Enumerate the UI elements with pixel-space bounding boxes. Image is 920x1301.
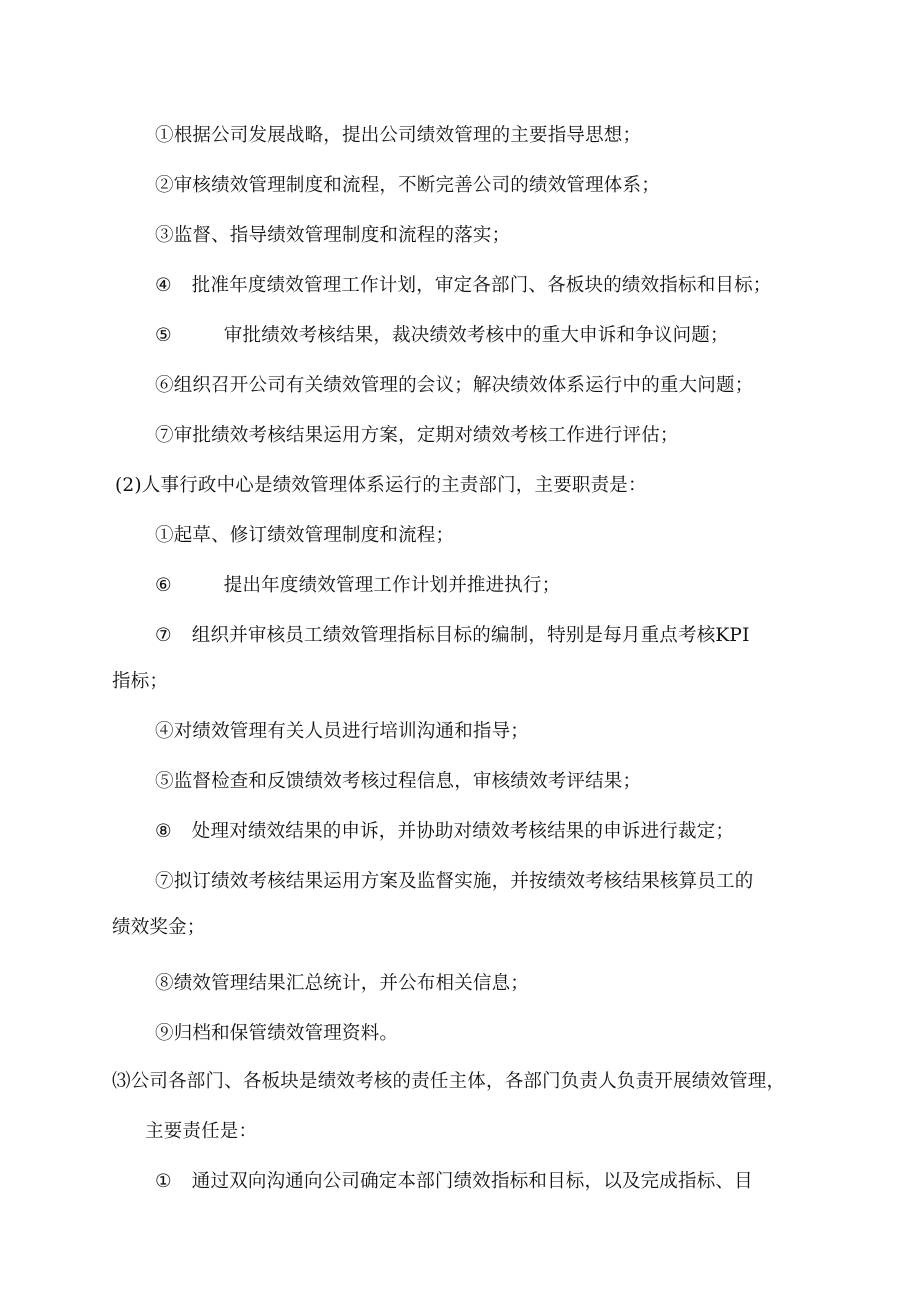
- text-line: ⑤监督检查和反馈绩效考核过程信息，审核绩效考评结果；: [155, 771, 642, 792]
- text-line: ⑦审批绩效考核结果运用方案，定期对绩效考核工作进行评估；: [155, 425, 679, 446]
- list-number: ⑦: [155, 625, 172, 646]
- text-line: 绩效奖金；: [112, 917, 206, 938]
- text-line: [155, 272, 772, 300]
- text-line: [155, 322, 729, 350]
- list-number: ①: [155, 1171, 172, 1192]
- text-line: ②审核绩效管理制度和流程，不断完善公司的绩效管理体系；: [155, 175, 660, 196]
- text-line: ④对绩效管理有关人员进行培训沟通和指导；: [155, 721, 530, 742]
- text-line: ⑧绩效管理结果汇总统计，并公布相关信息；: [155, 973, 530, 994]
- text-line: ①根据公司发展战略，提出公司绩效管理的主要指导思想；: [155, 125, 642, 146]
- section-heading: (2)人事行政中心是绩效管理体系运行的主责部门，主要职责是：: [115, 475, 647, 496]
- list-number: ④: [155, 275, 172, 296]
- text-line: ①起草、修订绩效管理制度和流程；: [155, 525, 455, 546]
- list-number: ⑤: [155, 325, 172, 346]
- text-line: 主要责任是：: [145, 1121, 258, 1142]
- text-line: ⑨归档和保管绩效管理资料。: [155, 1023, 399, 1044]
- list-number: ⑥: [155, 575, 172, 596]
- list-number: ⑧: [155, 821, 172, 842]
- text-line: [155, 622, 750, 650]
- list-text: 审批绩效考核结果，裁决绩效考核中的重大申诉和争议问题；: [223, 325, 729, 346]
- text-line: ③监督、指导绩效管理制度和流程的落实；: [155, 225, 511, 246]
- list-text: 批准年度绩效管理工作计划，审定各部门、各板块的绩效指标和目标；: [191, 275, 772, 296]
- list-text: 处理对绩效结果的申诉，并协助对绩效考核结果的申诉进行裁定；: [191, 821, 735, 842]
- text-line: 指标；: [112, 671, 169, 692]
- list-text: 通过双向沟通向公司确定本部门绩效指标和目标，以及完成指标、目: [191, 1171, 753, 1192]
- text-line: [155, 572, 560, 600]
- section-heading: ⑶公司各部门、各板块是绩效考核的责任主体，各部门负责人负责开展绩效管理，: [112, 1071, 786, 1092]
- text-line: ⑥组织召开公司有关绩效管理的会议；解决绩效体系运行中的重大问题；: [155, 375, 754, 396]
- text-line: [155, 818, 734, 846]
- list-text: 组织并审核员工绩效管理指标目标的编制，特别是每月重点考核KPI: [191, 625, 750, 646]
- text-line: ⑦拟订绩效考核结果运用方案及监督实施，并按绩效考核结果核算员工的: [155, 871, 754, 892]
- text-line: [155, 1168, 753, 1196]
- list-text: 提出年度绩效管理工作计划并推进执行；: [223, 575, 561, 596]
